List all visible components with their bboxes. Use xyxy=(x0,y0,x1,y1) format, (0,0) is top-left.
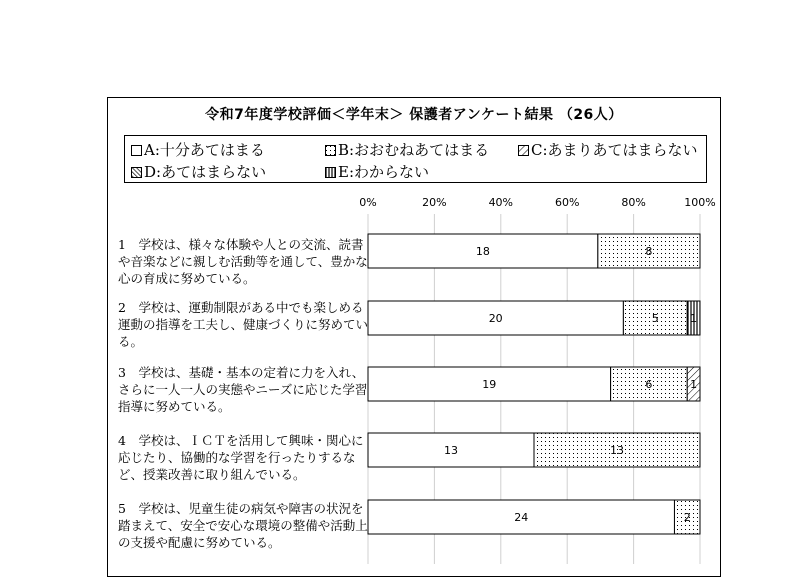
legend-label-e: E:わからない xyxy=(338,163,430,181)
data-label: 1 xyxy=(690,378,698,391)
x-tick-label: 60% xyxy=(554,196,580,209)
data-label: 13 xyxy=(610,444,624,457)
question-label-1: 1 学校は、様々な体験や人との交流、読書や音楽などに親しむ活動等を通して、豊かな心の育成に努めている。 xyxy=(118,237,368,286)
data-label: 1 xyxy=(690,312,698,325)
x-tick-label: 100% xyxy=(684,196,716,209)
legend-label-b: B:おおむねあてはまる xyxy=(338,141,490,159)
x-tick-label: 80% xyxy=(621,196,646,209)
data-label: 18 xyxy=(475,245,490,258)
question-label-5: 5 学校は、児童生徒の病気や障害の状況を踏まえて、安全で安心な環境の整備や活動上の支援や配慮に努めている。 xyxy=(118,501,368,550)
data-label: 2 xyxy=(683,511,691,524)
x-tick-label: 0% xyxy=(359,196,377,209)
question-label-3: 3 学校は、基礎・基本の定着に力を入れ、さらに一人一人の実態やニーズに応じた学習指導に努めている。 xyxy=(118,365,368,414)
question-label-4: 4 学校は、ＩＣＴを活用して興味・関心に応じたり、協働的な学習を行ったりするなど、授業改善に取り組んでいる。 xyxy=(118,433,364,482)
legend-label-c: C:あまりあてはまらない xyxy=(531,141,698,159)
data-label: 5 xyxy=(651,312,659,325)
data-label: 13 xyxy=(444,444,458,457)
data-label: 24 xyxy=(514,511,529,524)
x-tick-label: 20% xyxy=(422,196,447,209)
data-label: 6 xyxy=(645,378,653,391)
x-tick-label: 40% xyxy=(488,196,514,209)
question-label-2: 2 学校は、運動制限がある中でも楽しめる運動の指導を工夫し、健康づくりに努めている。 xyxy=(118,300,369,349)
legend-label-d: D:あてはまらない xyxy=(144,163,267,181)
legend-label-a: A:十分あてはまる xyxy=(144,141,265,159)
data-label: 20 xyxy=(488,312,503,325)
chart-title: 令和7年度学校評価＜学年末＞ 保護者アンケート結果 （26人） xyxy=(205,107,623,123)
data-label: 19 xyxy=(482,378,497,391)
data-label: 8 xyxy=(645,245,653,258)
